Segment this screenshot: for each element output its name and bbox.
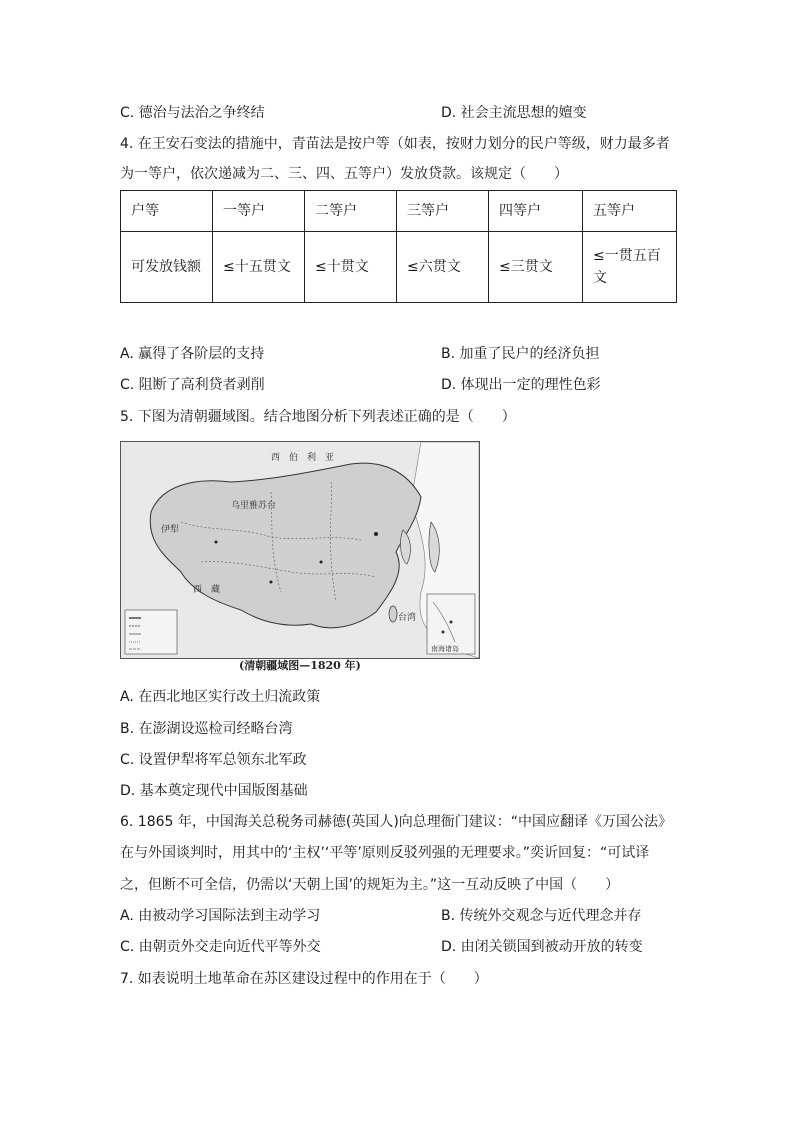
table-cell: 一等户: [213, 191, 305, 232]
q4-option-c: C. 阻断了高利贷者剥削: [120, 377, 265, 393]
table-cell: 五等户: [583, 191, 677, 232]
household-grade-table: [120, 190, 677, 303]
q4-stem-line1: 4. 在王安石变法的措施中，青苗法是按户等（如表，按财力划分的民户等级，财力最多者: [120, 136, 670, 152]
q7-stem: 7. 如表说明土地革命在苏区建设过程中的作用在于（ ）: [120, 971, 488, 987]
map-label-wuliyasutai: 乌里雅苏台: [231, 501, 277, 511]
map-label-taiwan: 台湾: [398, 613, 417, 623]
q6-option-a: A. 由被动学习国际法到主动学习: [120, 908, 321, 924]
q5-option-b: B. 在澎湖设巡检司经略台湾: [120, 721, 293, 737]
qing-territory-map: [120, 441, 480, 659]
map-drawing: [121, 442, 479, 658]
table-cell: 四等户: [489, 191, 583, 232]
table-row: [121, 232, 677, 303]
q5-option-d: D. 基本奠定现代中国版图基础: [120, 783, 308, 799]
q4-option-b: B. 加重了民户的经济负担: [441, 346, 600, 362]
table-cell: 二等户: [305, 191, 397, 232]
map-label-siberia: 西 伯 利 亚: [271, 453, 335, 463]
q4-option-d: D. 体现出一定的理性色彩: [441, 377, 601, 393]
q6-stem-line2: 在与外国谈判时，用其中的‘主权’‘平等’原则反驳列强的无理要求。”奕䜣回复：“可试译: [120, 845, 650, 861]
table-cell: 三等户: [397, 191, 489, 232]
table-cell: ≤三贯文: [489, 232, 583, 303]
table-cell: ≤一贯五百文: [583, 232, 677, 303]
q6-stem-line3: 之，但断不可全信，仍需以‘天朝上国’的规矩为主。”这一互动反映了中国（ ）: [120, 877, 620, 893]
table-cell: ≤十贯文: [305, 232, 397, 303]
map-label-nanhai: 南海诸岛: [431, 645, 459, 653]
q3-option-c: C. 德治与法治之争终结: [120, 105, 265, 121]
q3-option-d: D. 社会主流思想的嬗变: [441, 105, 587, 121]
map-label-yili: 伊犁: [161, 525, 180, 535]
q5-stem: 5. 下图为清朝疆域图。结合地图分析下列表述正确的是（ ）: [120, 409, 516, 425]
q6-option-b: B. 传统外交观念与近代理念并存: [441, 908, 642, 924]
table-cell: 户等: [121, 191, 213, 232]
table-cell: ≤六贯文: [397, 232, 489, 303]
q5-option-a: A. 在西北地区实行改土归流政策: [120, 689, 321, 705]
q4-stem-line2: 为一等户，依次递减为二、三、四、五等户）发放贷款。该规定（ ）: [120, 166, 568, 182]
q6-option-c: C. 由朝贡外交走向近代平等外交: [120, 939, 321, 955]
q6-option-d: D. 由闭关锁国到被动开放的转变: [441, 939, 643, 955]
map-label-xizang: 西 藏: [193, 585, 221, 595]
table-row: [121, 191, 677, 232]
q4-option-a: A. 赢得了各阶层的支持: [120, 346, 265, 362]
q6-stem-line1: 6. 1865 年，中国海关总税务司赫德(英国人)向总理衙门建议：“中国应翻译《万国公法》: [120, 814, 673, 830]
map-caption: (清朝疆域图—1820 年): [239, 659, 361, 672]
table-cell: ≤十五贯文: [213, 232, 305, 303]
table-cell: 可发放钱额: [121, 232, 213, 303]
q5-option-c: C. 设置伊犁将军总领东北军政: [120, 752, 307, 768]
